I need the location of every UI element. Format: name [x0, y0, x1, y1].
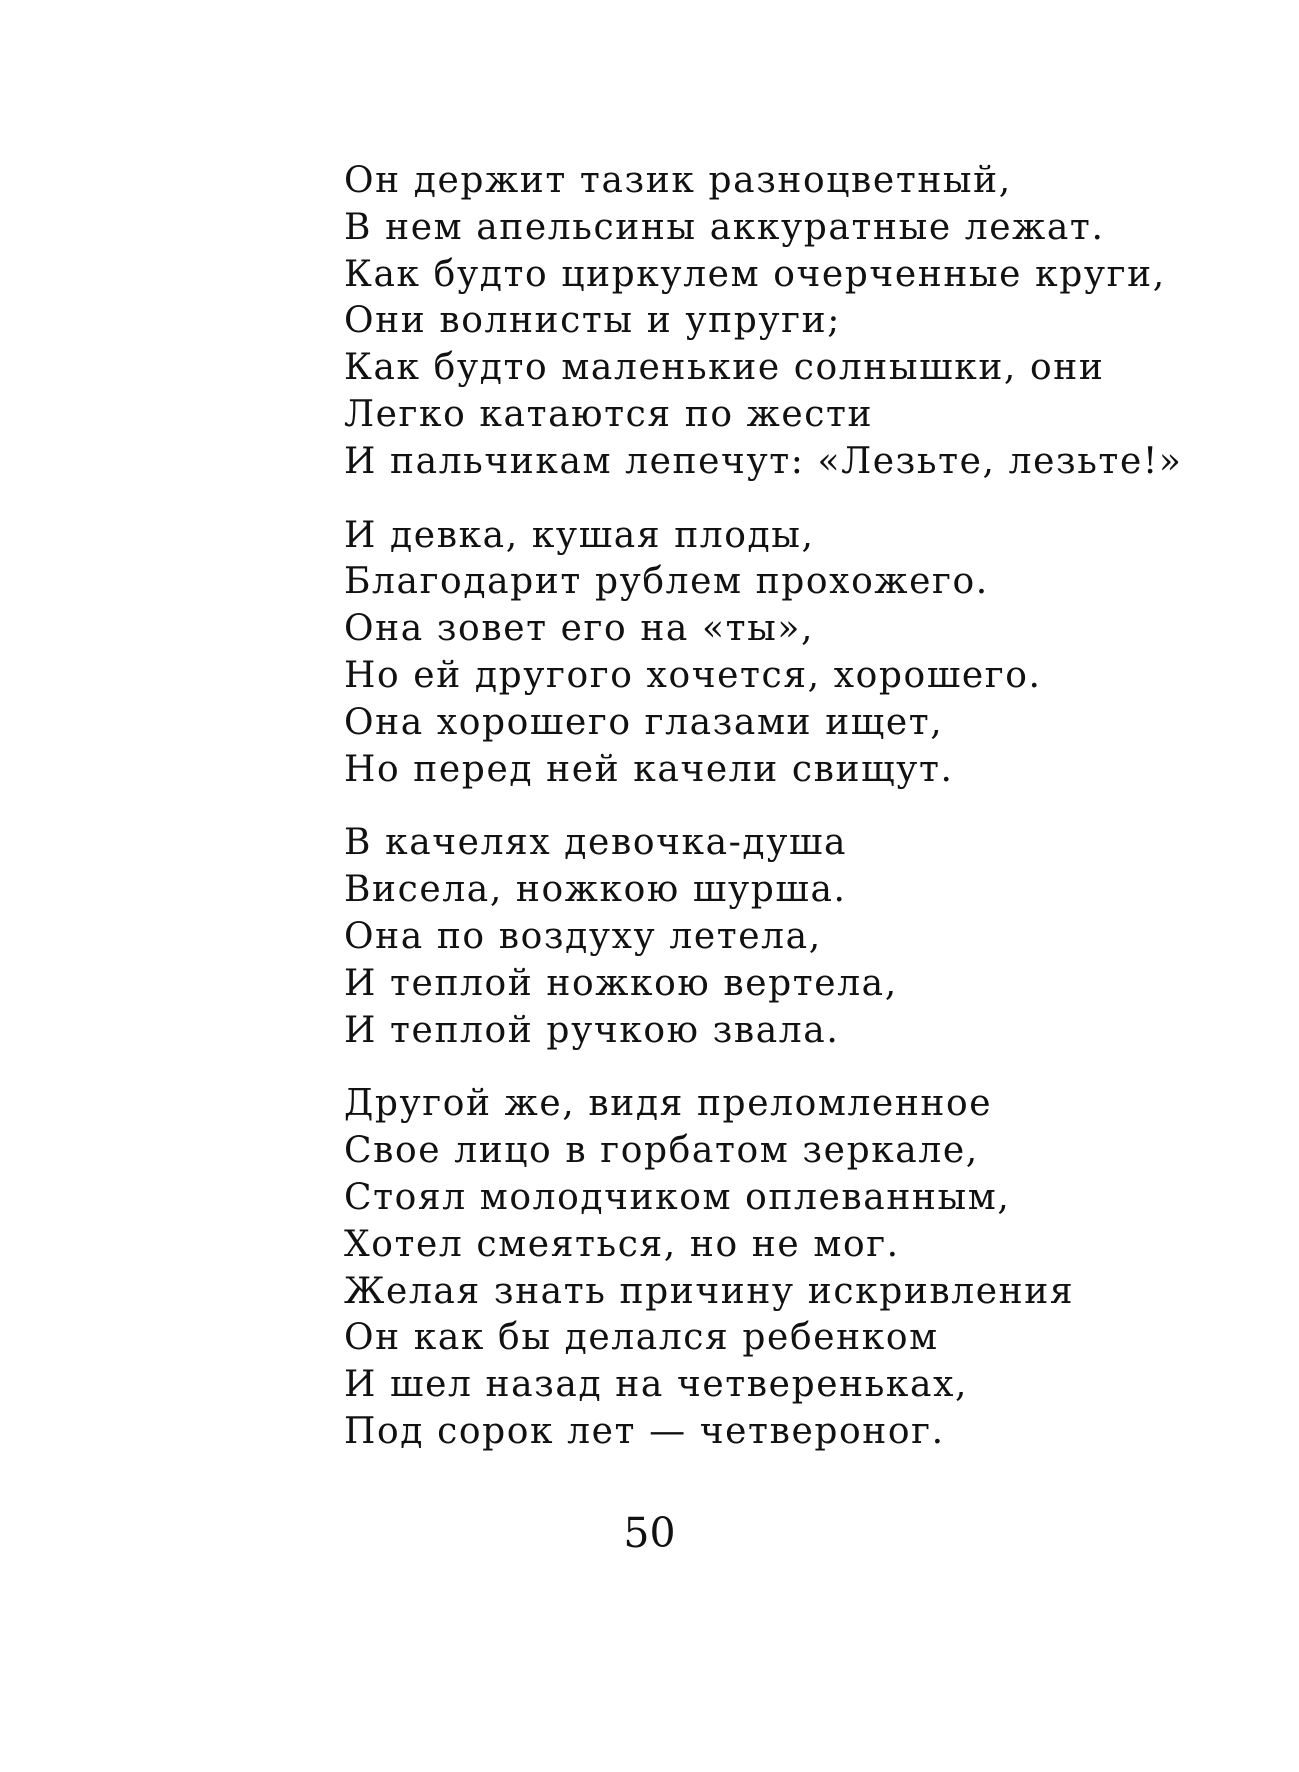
poem-line: Висела, ножкою шурша. [344, 869, 847, 911]
poem-line: И шел назад на четвереньках, [344, 1364, 969, 1406]
poem-line: Другой же, видя преломленное [344, 1083, 993, 1125]
poem-line: И теплой ручкою звала. [344, 1009, 840, 1051]
page-number: 50 [623, 1509, 676, 1557]
poem-text [344, 158, 1224, 1483]
poem-line: И пальчикам лепечут: «Лезьте, лезьте!» [344, 440, 1183, 482]
poem-line: Легко катаются по жести [344, 393, 874, 435]
stanza [344, 158, 1224, 486]
poem-line: Она зовет его на «ты», [344, 608, 815, 650]
poem-line: Она хорошего глазами ищет, [344, 701, 944, 743]
poem-line: Как будто циркулем очерченные круги, [344, 253, 1166, 295]
poem-line: Она по воздуху летела, [344, 915, 822, 957]
stanza [344, 513, 1224, 794]
poem-line: Хотел смеяться, но не мог. [344, 1223, 900, 1265]
poem-line: Желая знать причину искривления [344, 1270, 1075, 1312]
poem-line: И теплой ножкою вертела, [344, 962, 898, 1004]
stanza [344, 820, 1224, 1054]
poem-line: Под сорок лет — четвероног. [344, 1410, 945, 1452]
poem-line: В качелях девочка-душа [344, 822, 848, 864]
poem-line: И девка, кушая плоды, [344, 514, 815, 556]
poem-line: Он как бы делался ребенком [344, 1317, 939, 1359]
poem-line: Они волнисты и упруги; [344, 300, 841, 342]
poem-line: Он держит тазик разноцветный, [344, 160, 1012, 201]
stanza [344, 1081, 1224, 1455]
poem-line: В нем апельсины аккуратные лежат. [344, 206, 1105, 248]
poem-line: Как будто маленькие солнышки, они [344, 347, 1105, 389]
poem-line: Благодарит рублем прохожего. [344, 561, 989, 603]
poem-line: Но перед ней качели свищут. [344, 748, 954, 790]
poem-line: Стоял молодчиком оплеванным, [344, 1176, 1011, 1218]
poem-line: Но ей другого хочется, хорошего. [344, 654, 1042, 696]
poem-line: Свое лицо в горбатом зеркале, [344, 1130, 979, 1172]
